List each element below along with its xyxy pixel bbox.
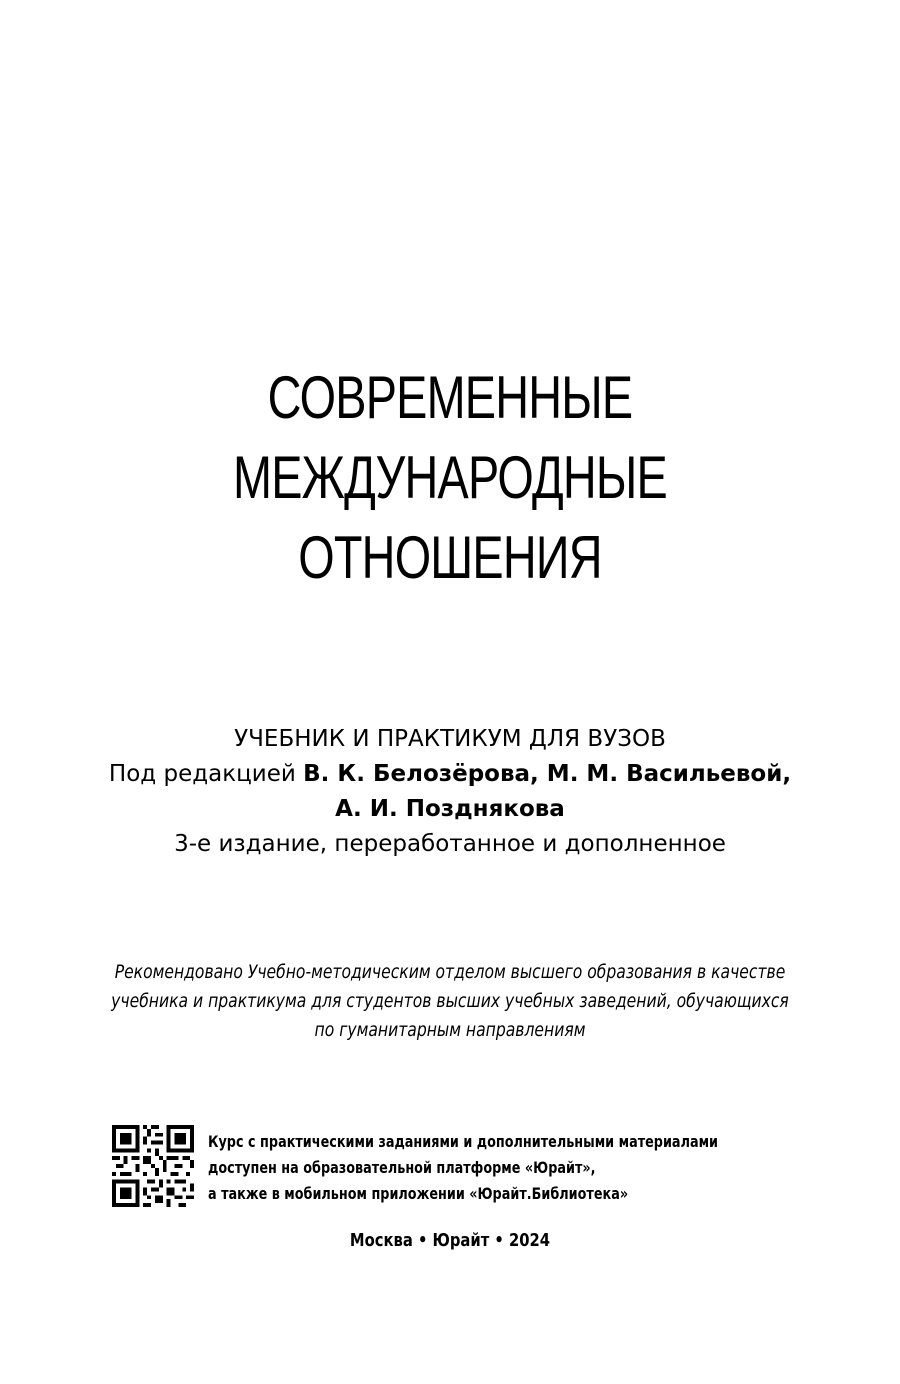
editors-names-2: А. И. Позднякова — [335, 796, 565, 822]
qr-code-icon[interactable] — [112, 1125, 194, 1207]
publication-type: УЧЕБНИК И ПРАКТИКУМ ДЛЯ ВУЗОВ — [234, 726, 666, 752]
imprint: Москва • Юрайт • 2024 — [349, 1230, 551, 1251]
recommendation-line-1: Рекомендовано Учебно-методическим отделом высшего образования в качестве — [114, 961, 786, 983]
book-title-line-3: ОТНОШЕНИЯ — [298, 524, 602, 591]
editors-line — [0, 757, 900, 792]
course-note — [208, 1129, 718, 1207]
recommendation-line-3: по гуманитарным направлениям — [314, 1019, 586, 1041]
subtitle-block — [0, 722, 900, 862]
book-title — [99, 358, 801, 598]
course-line-2: доступен на образовательной платформе «Юрайт», — [208, 1158, 596, 1177]
recommendation-note — [81, 958, 819, 1045]
course-line-3: а также в мобильном приложении «Юрайт.Библиотека» — [208, 1184, 629, 1203]
course-line-1: Курс с практическими заданиями и дополнительными материалами — [208, 1132, 719, 1151]
book-title-line-2: МЕЖДУНАРОДНЫЕ — [233, 444, 667, 511]
edition: 3-е издание, переработанное и дополненное — [174, 831, 726, 857]
recommendation-line-2: учебника и практикума для студентов высших учебных заведений, обучающихся — [111, 990, 789, 1012]
book-title-line-1: СОВРЕМЕННЫЕ — [267, 364, 633, 431]
editors-prefix: Под редакцией — [108, 761, 304, 787]
editors-names-1: В. К. Белозёрова, М. М. Васильевой, — [303, 761, 792, 787]
